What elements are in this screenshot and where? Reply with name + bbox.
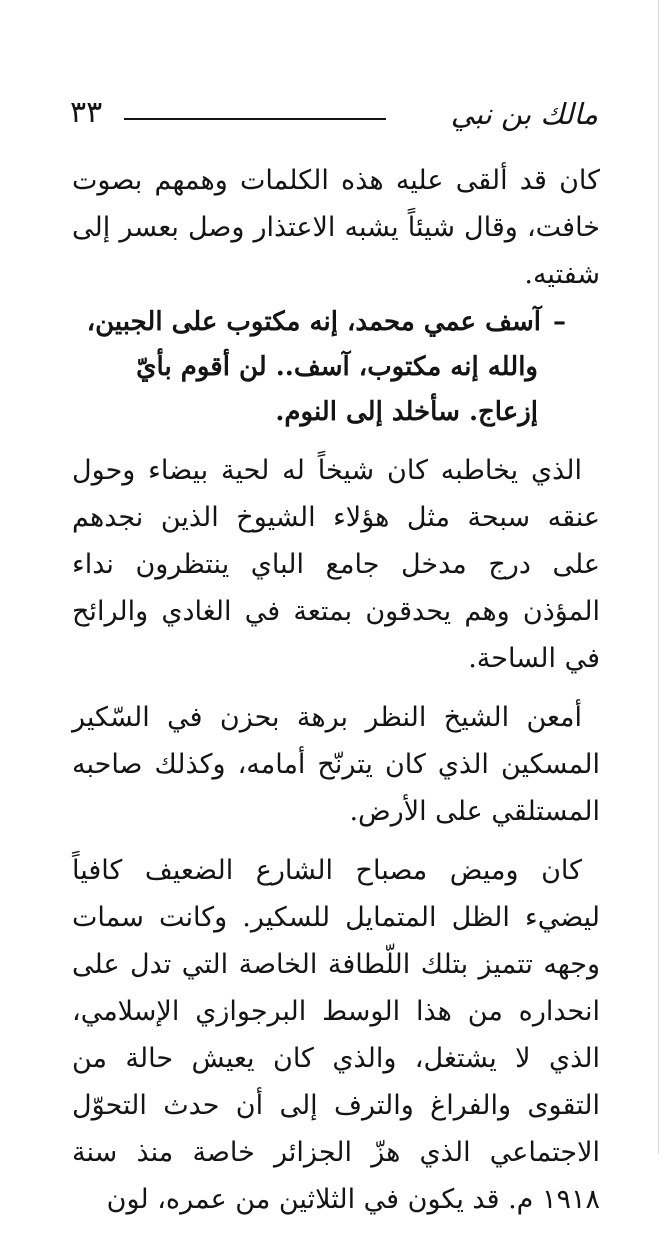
dialogue-quote xyxy=(72,300,600,435)
scan-edge-line xyxy=(658,0,659,1154)
dialogue-line-1-text: آسف عمي محمد، إنه مكتوب على الجبين، xyxy=(86,307,541,337)
page-number: ٣٣ xyxy=(70,95,103,130)
paragraph-old-man: الذي يخاطبه كان شيخاً له لحية بيضاء وحول عنقه سبحة مثل هؤلاء الشيوخ الذين نجدهم على درج مدخل جامع الباي ينتظرون نداء المؤذن وهم يحدقون بمتعة في الغادي والرائح في الساحة. xyxy=(72,455,600,674)
running-title: مالك بن نبي xyxy=(450,97,598,131)
dialogue-line-3: إزعاج. سأخلد إلى النوم. xyxy=(275,397,538,427)
body-text xyxy=(72,157,600,1235)
dialogue-line-2: والله إنه مكتوب، آسف.. لن أقوم بأيّ xyxy=(136,352,538,382)
paragraph-sheikh: أمعن الشيخ النظر برهة بحزن في السّكير المسكين الذي كان يترنّح أمامه، وكذلك صاحبه المستلقي على الأرض. xyxy=(72,702,600,827)
paragraph-opening: كان قد ألقى عليه هذه الكلمات وهمهم بصوت خافت، وقال شيئاً يشبه الاعتذار وصل بعسر إلى شفتيه. xyxy=(72,165,600,290)
page-header xyxy=(70,92,598,136)
header-rule xyxy=(124,118,386,120)
paragraph-street-lamp: كان وميض مصباح الشارع الضعيف كافياً ليضيء الظل المتمايل للسكير. وكانت سمات وجهه تتميز بتلك اللّطافة الخاصة التي تدل على انحداره من هذا الوسط البرجوازي الإسلامي، الذي لا يشتغل، والذي كان يعيش حالة من التقوى والفراغ والترف إلى أن حدث التحوّل الاجتماعي الذي هزّ الجزائر خاصة منذ سنة ١٩١٨ م. قد يكون في الثلاثين من عمره، لون xyxy=(72,855,600,1215)
dialogue-line-1 xyxy=(72,300,566,345)
dialogue-dash: – xyxy=(553,307,566,337)
